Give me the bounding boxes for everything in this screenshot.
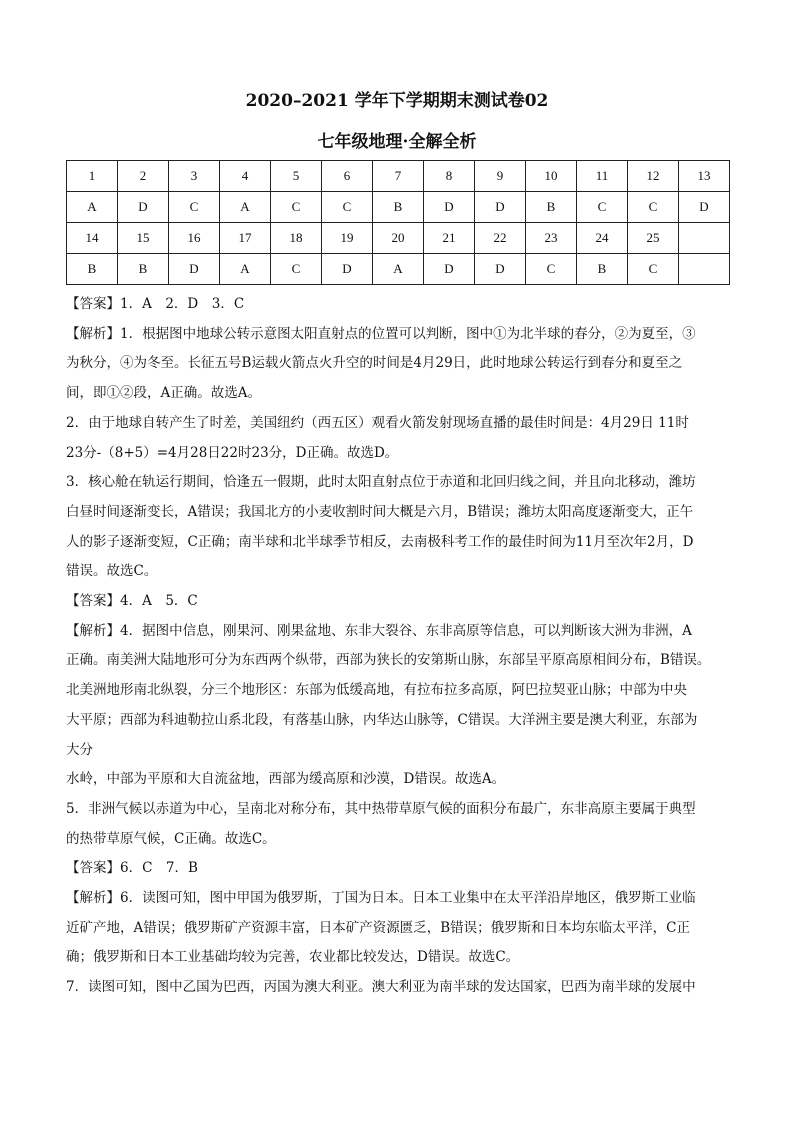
table-row (67, 161, 730, 192)
table-cell: C (322, 192, 373, 223)
text-line: 7．读图可知，图中乙国为巴西，丙国为澳大利亚。澳大利亚为南半球的发达国家，巴西为南半球的发展中 (66, 979, 696, 996)
table-cell: C (271, 254, 322, 285)
table-cell: D (424, 192, 475, 223)
table-cell: C (628, 254, 679, 285)
table-cell: 12 (628, 161, 679, 192)
table-row (67, 254, 730, 285)
table-cell: A (67, 192, 118, 223)
text-line: 大平原；西部为科迪勒拉山系北段，有落基山脉，内华达山脉等，C错误。大洋洲主要是澳大利亚，东部为 (66, 711, 698, 728)
table-cell: 18 (271, 223, 322, 254)
table-cell: B (373, 192, 424, 223)
table-row (67, 223, 730, 254)
table-cell: 24 (577, 223, 628, 254)
table-cell (679, 254, 730, 285)
text-line: 人的影子逐渐变短，C正确；南半球和北半球季节相反，去南极科考工作的最佳时间为11月至次年2月，D (66, 533, 694, 550)
text-line: 北美洲地形南北纵裂，分三个地形区：东部为低缓高地，有拉布拉多高原，阿巴拉契亚山脉；中部为中央 (66, 682, 687, 699)
text-line: 3．核心舱在轨运行期间，恰逢五一假期，此时太阳直射点位于赤道和北回归线之间，并且向北移动，潍坊 (66, 474, 696, 491)
table-cell: 6 (322, 161, 373, 192)
text-line: 【答案】1．A 2．D 3．C (66, 296, 245, 312)
table-cell: 17 (220, 223, 271, 254)
text-line: 【答案】6．C 7．B (66, 860, 198, 877)
answer-table (66, 160, 730, 285)
table-cell: D (118, 192, 169, 223)
text-line: 确；俄罗斯和日本工业基础均较为完善，农业都比较发达，D错误。故选C。 (66, 949, 520, 966)
table-cell: 25 (628, 223, 679, 254)
page-subtitle: 七年级地理·全解全析 (317, 132, 477, 152)
table-cell (679, 223, 730, 254)
text-line: 【答案】4．A 5．C (66, 593, 198, 610)
table-cell: 3 (169, 161, 220, 192)
table-cell: 8 (424, 161, 475, 192)
table-cell: B (67, 254, 118, 285)
text-line: 水岭，中部为平原和大自流盆地，西部为缓高原和沙漠，D错误。故选A。 (66, 771, 506, 788)
table-cell: C (271, 192, 322, 223)
text-line: 【解析】1．根据图中地球公转示意图太阳直射点的位置可以判断，图中①为北半球的春分，②为夏至，③ (66, 325, 696, 342)
text-line: 大分 (66, 741, 93, 758)
table-cell: A (220, 254, 271, 285)
table-cell: D (475, 192, 526, 223)
text-line: 间，即①②段，A正确。故选A。 (66, 385, 261, 402)
table-cell: 19 (322, 223, 373, 254)
text-line: 为秋分，④为冬至。长征五号B运载火箭点火升空的时间是4月29日，此时地球公转运行到春分和夏至之 (66, 355, 683, 372)
text-line: 【解析】6．读图可知，图中甲国为俄罗斯，丁国为日本。日本工业集中在太平洋沿岸地区，俄罗斯工业临 (66, 890, 696, 907)
table-cell: B (577, 254, 628, 285)
table-cell: 7 (373, 161, 424, 192)
table-cell: D (424, 254, 475, 285)
table-cell: 16 (169, 223, 220, 254)
table-cell: C (577, 192, 628, 223)
text-line: 23分-（8+5）=4月28日22时23分，D正确。故选D。 (66, 444, 399, 461)
table-cell: B (526, 192, 577, 223)
text-line: 错误。故选C。 (66, 563, 158, 580)
text-line: 2．由于地球自转产生了时差，美国纽约（西五区）观看火箭发射现场直播的最佳时间是：4月29日 11时 (66, 414, 689, 431)
table-cell: D (169, 254, 220, 285)
text-line: 的热带草原气候，C正确。故选C。 (66, 830, 276, 847)
table-cell: 2 (118, 161, 169, 192)
table-cell: B (118, 254, 169, 285)
table-cell: 14 (67, 223, 118, 254)
table-cell: 5 (271, 161, 322, 192)
table-cell: D (475, 254, 526, 285)
table-cell: 20 (373, 223, 424, 254)
page-title: 2020–2021 学年下学期期末测试卷02 (245, 91, 549, 111)
text-line: 5．非洲气候以赤道为中心，呈南北对称分布，其中热带草原气候的面积分布最广，东非高原主要属于典型 (66, 800, 696, 817)
table-row (67, 192, 730, 223)
text-line: 【解析】4．据图中信息，刚果河、刚果盆地、东非大裂谷、东非高原等信息，可以判断该大洲为非洲，A (66, 622, 692, 639)
table-cell: 23 (526, 223, 577, 254)
table-cell: 10 (526, 161, 577, 192)
table-cell: 13 (679, 161, 730, 192)
table-cell: 4 (220, 161, 271, 192)
table-cell: D (679, 192, 730, 223)
table-cell: C (526, 254, 577, 285)
table-cell: 1 (67, 161, 118, 192)
table-cell: D (322, 254, 373, 285)
explanation-text (66, 290, 730, 1003)
table-cell: A (220, 192, 271, 223)
table-cell: A (373, 254, 424, 285)
table-cell: C (628, 192, 679, 223)
table-cell: 22 (475, 223, 526, 254)
text-line: 正确。南美洲大陆地形可分为东西两个纵带，西部为狭长的安第斯山脉，东部呈平原高原相间分布，B错误。 (66, 652, 711, 669)
table-cell: 11 (577, 161, 628, 192)
table-cell: C (169, 192, 220, 223)
text-line: 近矿产地，A错误；俄罗斯矿产资源丰富，日本矿产资源匮乏，B错误；俄罗斯和日本均东临太平洋，C正 (66, 919, 690, 936)
text-line: 白昼时间逐渐变长，A错误；我国北方的小麦收割时间大概是六月，B错误；潍坊太阳高度逐渐变大，正午 (66, 503, 694, 520)
table-cell: 21 (424, 223, 475, 254)
table-cell: 15 (118, 223, 169, 254)
table-cell: 9 (475, 161, 526, 192)
